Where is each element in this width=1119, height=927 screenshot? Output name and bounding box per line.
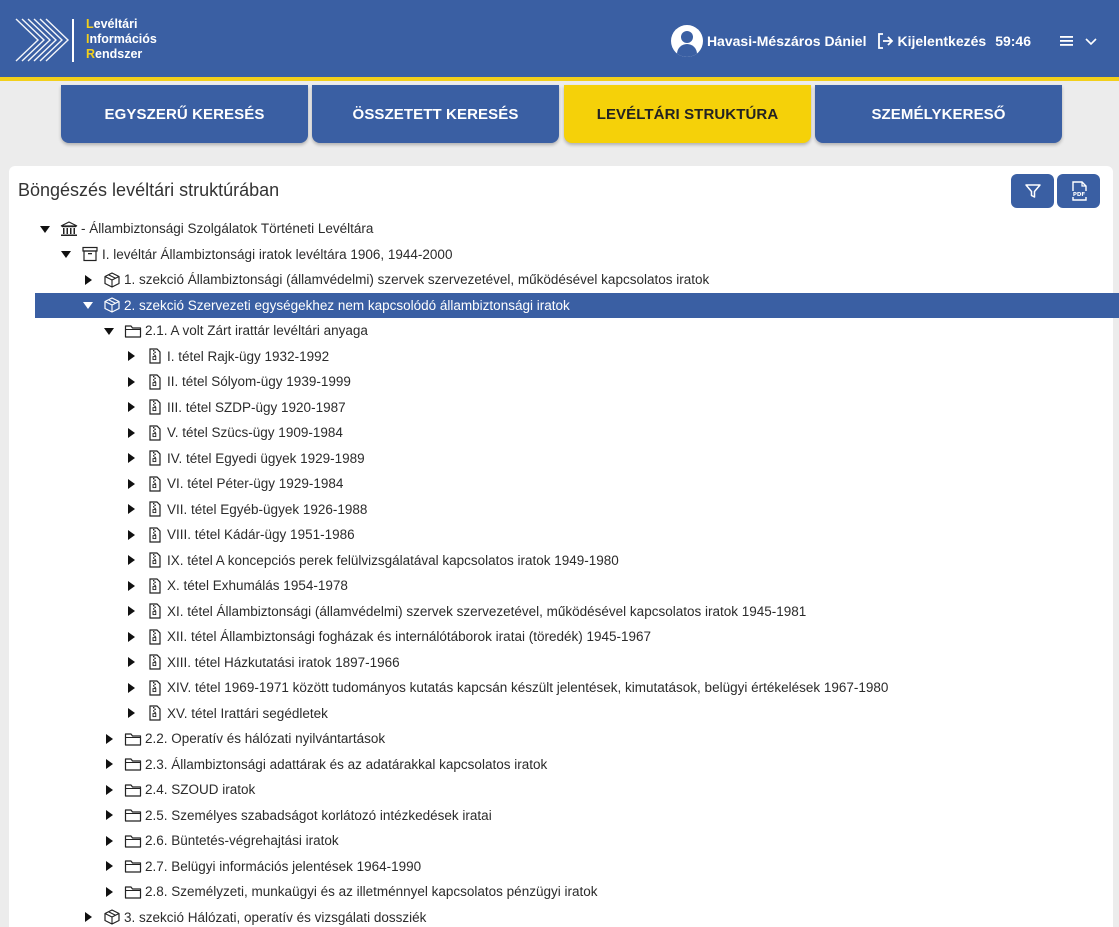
tree-node-label: XI. tétel Állambiztonsági (államvédelmi) szervek szervezetével, működésével kapcsolatos iratok 1945-1981: [167, 603, 807, 619]
tree-node[interactable]: [104, 752, 547, 778]
tree-node-label: IX. tétel A koncepciós perek felülvizsgálatával kapcsolatos iratok 1949-1980: [167, 552, 619, 568]
tree-node[interactable]: [126, 471, 343, 497]
app-header: [0, 0, 1119, 81]
user-name[interactable]: Havasi-Mészáros Dániel: [706, 33, 867, 49]
caret-right-icon[interactable]: [126, 555, 136, 565]
caret-right-icon[interactable]: [104, 759, 114, 769]
caret-right-icon[interactable]: [126, 581, 136, 591]
caret-right-icon[interactable]: [126, 683, 136, 693]
caret-right-icon[interactable]: [126, 530, 136, 540]
user-area: [671, 24, 1099, 58]
file-zip-icon: [146, 629, 164, 645]
logout-icon: [876, 32, 894, 50]
logo-line-3: Rendszer: [86, 47, 143, 61]
tree-node[interactable]: [126, 369, 351, 395]
institution-icon: [60, 221, 78, 237]
pdf-export-button[interactable]: [1057, 174, 1100, 208]
file-zip-icon: [146, 603, 164, 619]
tab-person-search[interactable]: SZEMÉLYKERESŐ: [815, 85, 1062, 143]
tree-node[interactable]: [126, 420, 343, 446]
caret-right-icon[interactable]: [126, 377, 136, 387]
tree-node-label: 2.7. Belügyi információs jelentések 1964-1990: [145, 858, 422, 874]
tree-node[interactable]: [104, 828, 339, 854]
tree-node-label: 2.8. Személyzeti, munkaügyi és az illetménnyel kapcsolatos pénzügyi iratok: [145, 884, 598, 900]
caret-down-icon[interactable]: [83, 300, 93, 310]
caret-down-icon[interactable]: [104, 326, 114, 336]
tree-node[interactable]: [126, 344, 329, 370]
tree-node[interactable]: [126, 497, 367, 523]
tree-node-label: I. levéltár Állambiztonsági iratok levéltára 1906, 1944-2000: [102, 246, 453, 262]
menu-button[interactable]: [1059, 34, 1099, 48]
file-zip-icon: [146, 578, 164, 594]
folder-icon: [124, 782, 142, 798]
caret-right-icon[interactable]: [126, 606, 136, 616]
caret-right-icon[interactable]: [126, 632, 136, 642]
caret-right-icon[interactable]: [126, 479, 136, 489]
tree-node-label: 2.6. Büntetés-végrehajtási iratok: [145, 833, 339, 849]
caret-right-icon[interactable]: [126, 504, 136, 514]
caret-right-icon[interactable]: [104, 785, 114, 795]
pdf-icon: [1070, 181, 1088, 201]
caret-right-icon[interactable]: [104, 734, 114, 744]
tree-node-label: III. tétel SZDP-ügy 1920-1987: [167, 399, 346, 415]
folder-icon: [124, 807, 142, 823]
tree-node[interactable]: [126, 395, 346, 421]
tree-node[interactable]: [104, 777, 255, 803]
tree-node[interactable]: [104, 854, 421, 880]
tree-node-label: IV. tétel Egyedi ügyek 1929-1989: [167, 450, 365, 466]
tree-node-label: VII. tétel Egyéb-ügyek 1926-1988: [167, 501, 368, 517]
folder-icon: [124, 858, 142, 874]
tab-advanced-search[interactable]: ÖSSZETETT KERESÉS: [312, 85, 559, 143]
avatar-icon[interactable]: [671, 25, 703, 57]
logo-line-1: Levéltári: [86, 17, 138, 31]
tree-node[interactable]: [126, 599, 806, 625]
tree-node-label: - Állambiztonsági Szolgálatok Történeti Levéltára: [81, 221, 374, 237]
tree-node[interactable]: [126, 548, 619, 574]
file-zip-icon: [146, 425, 164, 441]
tree-node[interactable]: [104, 803, 492, 829]
tree-node-label: I. tétel Rajk-ügy 1932-1992: [167, 348, 330, 364]
tree-node-label: XIV. tétel 1969-1971 között tudományos kutatás kapcsán készült jelentések, kimutatások, belügyi értékelések 1967-1980: [167, 680, 889, 696]
tree-node-label: XV. tétel Irattári segédletek: [167, 705, 328, 721]
folder-icon: [124, 884, 142, 900]
file-zip-icon: [146, 399, 164, 415]
caret-right-icon[interactable]: [126, 402, 136, 412]
caret-right-icon[interactable]: [83, 275, 93, 285]
file-zip-icon: [146, 552, 164, 568]
logout-button[interactable]: [876, 32, 986, 50]
tree-node-label: 2.2. Operatív és hálózati nyilvántartások: [145, 731, 386, 747]
caret-down-icon[interactable]: [61, 249, 71, 259]
tree-node-label: 2.1. A volt Zárt irattár levéltári anyaga: [145, 323, 368, 339]
folder-icon: [124, 323, 142, 339]
logo-chevrons-icon[interactable]: [14, 13, 70, 67]
svg-text:PDF: PDF: [1072, 192, 1085, 198]
tree-node-selected[interactable]: [35, 293, 1119, 319]
tree-node-label: 2.4. SZOUD iratok: [145, 782, 256, 798]
caret-right-icon[interactable]: [104, 861, 114, 871]
filter-button[interactable]: [1011, 174, 1054, 208]
tree-node-label: X. tétel Exhumálás 1954-1978: [167, 578, 348, 594]
tree-node[interactable]: [83, 905, 426, 927]
tree-node-label: 2.5. Személyes szabadságot korlátozó intézkedések iratai: [145, 807, 492, 823]
folder-icon: [124, 833, 142, 849]
file-zip-icon: [146, 374, 164, 390]
file-zip-icon: [146, 348, 164, 364]
structure-panel: [9, 166, 1113, 927]
tree-node[interactable]: [104, 726, 385, 752]
logo-text[interactable]: [86, 17, 157, 62]
package-icon: [103, 297, 121, 313]
caret-right-icon[interactable]: [126, 428, 136, 438]
hamburger-icon: [1059, 34, 1075, 48]
tree-node[interactable]: [126, 650, 400, 676]
caret-right-icon[interactable]: [126, 351, 136, 361]
file-zip-icon: [146, 501, 164, 517]
tree-node[interactable]: [126, 675, 888, 701]
session-timer: 59:46: [995, 33, 1031, 49]
tree-node[interactable]: [126, 701, 328, 727]
tree-node-label: 3. szekció Hálózati, operatív és vizsgálati dossziék: [124, 909, 427, 925]
tree-node[interactable]: [126, 446, 365, 472]
tree-node-label: XII. tétel Állambiztonsági fogházak és internálótáborok iratai (töredék) 1945-1967: [167, 629, 652, 645]
tree-node[interactable]: [126, 522, 355, 548]
chevron-down-icon: [1083, 34, 1099, 48]
logo-line-2: Információs: [86, 32, 157, 46]
panel-title: Böngészés levéltári struktúrában: [18, 180, 280, 200]
caret-right-icon[interactable]: [104, 887, 114, 897]
file-zip-icon: [146, 705, 164, 721]
logo-divider: [72, 19, 74, 62]
tree-node-label: VI. tétel Péter-ügy 1929-1984: [167, 476, 344, 492]
archive-box-icon: [81, 246, 99, 262]
tree-node[interactable]: [126, 573, 348, 599]
tree-node-label: 2.3. Állambiztonsági adattárak és az adatárakkal kapcsolatos iratok: [145, 756, 548, 772]
folder-icon: [124, 731, 142, 747]
caret-right-icon[interactable]: [126, 708, 136, 718]
tree-node[interactable]: [104, 879, 597, 905]
package-icon: [103, 272, 121, 288]
package-icon: [103, 909, 121, 925]
caret-right-icon[interactable]: [104, 836, 114, 846]
file-zip-icon: [146, 476, 164, 492]
caret-down-icon[interactable]: [40, 224, 50, 234]
folder-icon: [124, 756, 142, 772]
tree-node-label: V. tétel Szücs-ügy 1909-1984: [167, 425, 343, 441]
filter-icon: [1024, 182, 1042, 200]
caret-right-icon[interactable]: [126, 657, 136, 667]
caret-right-icon[interactable]: [83, 912, 93, 922]
tree-node[interactable]: [83, 267, 709, 293]
tree-node-label: 1. szekció Állambiztonsági (államvédelmi) szervek szervezetével, működésével kapcsolatos iratok: [124, 272, 710, 288]
file-zip-icon: [146, 527, 164, 543]
tab-archive-structure[interactable]: LEVÉLTÁRI STRUKTÚRA: [564, 85, 811, 143]
file-zip-icon: [146, 654, 164, 670]
tree-node-label: 2. szekció Szervezeti egységekhez nem kapcsolódó állambiztonsági iratok: [124, 297, 570, 313]
file-zip-icon: [146, 450, 164, 466]
tree-node-label: VIII. tétel Kádár-ügy 1951-1986: [167, 527, 355, 543]
tree-node[interactable]: [40, 216, 373, 242]
tab-simple-search[interactable]: EGYSZERŰ KERESÉS: [61, 85, 308, 143]
tree-node[interactable]: [61, 242, 452, 268]
logout-label: Kijelentkezés: [897, 33, 987, 49]
caret-right-icon[interactable]: [126, 453, 136, 463]
tree-node[interactable]: [104, 318, 368, 344]
caret-right-icon[interactable]: [104, 810, 114, 820]
tree-node-label: II. tétel Sólyom-ügy 1939-1999: [167, 374, 351, 390]
tree-node-label: XIII. tétel Házkutatási iratok 1897-1966: [167, 654, 400, 670]
tree-node[interactable]: [126, 624, 651, 650]
file-zip-icon: [146, 680, 164, 696]
